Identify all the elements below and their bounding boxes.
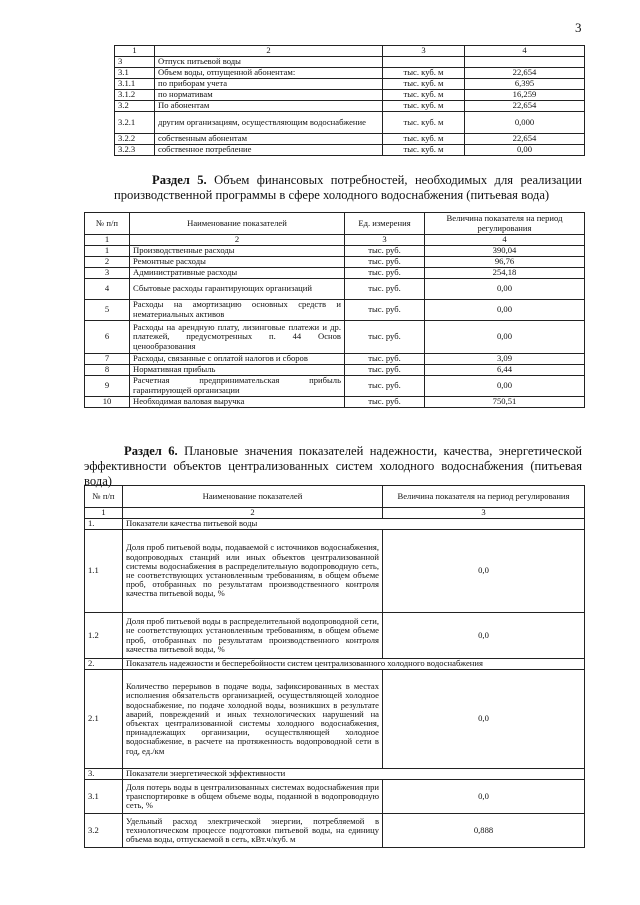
- row-number: 3.2.3: [115, 145, 155, 156]
- row-name: Доля проб питьевой воды, подаваемой с источников водоснабжения, водопроводных станций или иных объектов централизованной системы водоснабжения в распределительную водопроводную сеть, не соответствующих установленным требованиям, в общем объеме проб, отобранных по результатам производственного контроля качества питьевой воды, %: [123, 530, 383, 613]
- row-number: 3.2.1: [115, 112, 155, 134]
- header-unit: Ед. измерения: [345, 213, 425, 235]
- row-value: 22,654: [465, 68, 585, 79]
- index-cell: 1: [85, 235, 130, 246]
- row-name: Расчетная предпринимательская прибыль гарантирующей организации: [130, 376, 345, 397]
- row-unit: тыс. руб.: [345, 354, 425, 365]
- index-row: [85, 235, 585, 246]
- row-unit: тыс. куб. м: [383, 145, 465, 156]
- row-number: 3.1: [115, 68, 155, 79]
- row-value: 0,0: [383, 613, 585, 659]
- row-number: 2: [85, 257, 130, 268]
- row-unit: тыс. руб.: [345, 257, 425, 268]
- row-value: 16,259: [465, 90, 585, 101]
- table-header-row: [115, 46, 585, 57]
- row-unit: тыс. куб. м: [383, 68, 465, 79]
- row-number: 9: [85, 376, 130, 397]
- header-num: № п/п: [85, 486, 123, 508]
- table-row: [85, 780, 585, 814]
- row-value: [465, 57, 585, 68]
- header-name: Наименование показателей: [123, 486, 383, 508]
- table-row: [85, 376, 585, 397]
- row-unit: тыс. руб.: [345, 376, 425, 397]
- row-unit: тыс. руб.: [345, 300, 425, 321]
- table-row: [85, 246, 585, 257]
- row-value: 254,18: [425, 268, 585, 279]
- index-cell: 3: [383, 508, 585, 519]
- row-unit: тыс. руб.: [345, 246, 425, 257]
- row-value: 0,00: [425, 376, 585, 397]
- section5-heading: [114, 173, 582, 203]
- row-name: Нормативная прибыль: [130, 365, 345, 376]
- header-cell: 2: [155, 46, 383, 57]
- row-value: 0,0: [383, 670, 585, 769]
- row-number: 3: [85, 268, 130, 279]
- table-row: [115, 79, 585, 90]
- table-header-row: [85, 213, 585, 235]
- row-value: 6,395: [465, 79, 585, 90]
- row-number: 3.1.1: [115, 79, 155, 90]
- row-number: 2.1: [85, 670, 123, 769]
- row-number: 7: [85, 354, 130, 365]
- table-header-row: [85, 486, 585, 508]
- group-row: [85, 519, 585, 530]
- section6-title: Плановые значения показателей надежности, качества, энергетической эффективности объектов централизованных систем холодного водоснабжения (питьевая вода): [84, 444, 582, 488]
- row-number: 1.2: [85, 613, 123, 659]
- table-row: [115, 68, 585, 79]
- row-name: собственное потребление: [155, 145, 383, 156]
- row-number: 4: [85, 279, 130, 300]
- row-value: 0,000: [465, 112, 585, 134]
- row-unit: тыс. куб. м: [383, 90, 465, 101]
- table-row: [85, 300, 585, 321]
- table-row: [85, 613, 585, 659]
- row-unit: [383, 57, 465, 68]
- row-name: Ремонтные расходы: [130, 257, 345, 268]
- row-number: 2.: [85, 659, 123, 670]
- index-row: [85, 508, 585, 519]
- row-name: другим организациям, осуществляющим водоснабжение: [155, 112, 383, 134]
- group-row: [85, 659, 585, 670]
- row-number: 3.1: [85, 780, 123, 814]
- index-cell: 1: [85, 508, 123, 519]
- row-number: 10: [85, 397, 130, 408]
- index-cell: 4: [425, 235, 585, 246]
- row-number: 1: [85, 246, 130, 257]
- header-value: Величина показателя на период регулирования: [383, 486, 585, 508]
- row-value: 3,09: [425, 354, 585, 365]
- row-name: Доля проб питьевой воды в распределительной водопроводной сети, не соответствующих установленным требованиям, в общем объеме проб, отобранных по результатам производственного контроля качества питьевой воды, %: [123, 613, 383, 659]
- header-name: Наименование показателей: [130, 213, 345, 235]
- row-name: По абонентам: [155, 101, 383, 112]
- row-value: 0,00: [425, 321, 585, 354]
- row-unit: тыс. куб. м: [383, 101, 465, 112]
- section5-label: Раздел 5.: [152, 173, 207, 187]
- section6-heading: [84, 444, 582, 489]
- group-title: Показатель надежности и бесперебойности систем централизованного холодного водоснабжения: [123, 659, 585, 670]
- index-cell: 2: [130, 235, 345, 246]
- table-row: [85, 321, 585, 354]
- row-name: собственным абонентам: [155, 134, 383, 145]
- row-value: 0,0: [383, 780, 585, 814]
- row-number: 1.: [85, 519, 123, 530]
- section6-label: Раздел 6.: [124, 444, 178, 458]
- row-number: 3.1.2: [115, 90, 155, 101]
- row-value: 0,888: [383, 814, 585, 848]
- group-title: Показатели качества питьевой воды: [123, 519, 585, 530]
- table-row: [85, 397, 585, 408]
- row-name: Необходимая валовая выручка: [130, 397, 345, 408]
- row-name: Объем воды, отпущенной абонентам:: [155, 68, 383, 79]
- table-row: [115, 112, 585, 134]
- row-value: 750,51: [425, 397, 585, 408]
- header-cell: 4: [465, 46, 585, 57]
- table-row: [115, 57, 585, 68]
- row-name: Отпуск питьевой воды: [155, 57, 383, 68]
- table-row: [115, 145, 585, 156]
- row-number: 3.2: [115, 101, 155, 112]
- row-name: Расходы, связанные с оплатой налогов и сборов: [130, 354, 345, 365]
- group-title: Показатели энергетической эффективности: [123, 769, 585, 780]
- row-value: 96,76: [425, 257, 585, 268]
- row-name: Количество перерывов в подаче воды, зафиксированных в местах исполнения обязательств организацией, осуществляющей холодное водоснабжение, по подаче холодной воды, возникших в результате аварий, повреждений и иных технологических нарушений на объектах централизованной системы холодного водоснабжения, принадлежащих организации, осуществляющей холодное водоснабжение, в расчете на протяженность водопроводной сети в год, ед./км: [123, 670, 383, 769]
- row-unit: тыс. руб.: [345, 268, 425, 279]
- row-unit: тыс. куб. м: [383, 79, 465, 90]
- section5-title: Объем финансовых потребностей, необходимых для реализации производственной программы в сфере холодного водоснабжения (питьевая вода): [114, 173, 582, 202]
- row-name: по нормативам: [155, 90, 383, 101]
- row-value: 22,654: [465, 101, 585, 112]
- row-unit: тыс. руб.: [345, 321, 425, 354]
- header-cell: 1: [115, 46, 155, 57]
- row-name: Расходы на арендную плату, лизинговые платежи и др. платежей, предусмотренных п. 44 Основ ценообразования: [130, 321, 345, 354]
- row-value: 0,0: [383, 530, 585, 613]
- row-number: 1.1: [85, 530, 123, 613]
- row-number: 3.2: [85, 814, 123, 848]
- row-name: Доля потерь воды в централизованных системах водоснабжения при транспортировке в общем объеме воды, поданной в водопроводную сеть, %: [123, 780, 383, 814]
- table-row: [115, 134, 585, 145]
- table-row: [85, 279, 585, 300]
- table-row: [85, 365, 585, 376]
- row-unit: тыс. руб.: [345, 397, 425, 408]
- header-num: № п/п: [85, 213, 130, 235]
- row-name: Административные расходы: [130, 268, 345, 279]
- row-value: 0,00: [425, 300, 585, 321]
- row-unit: тыс. куб. м: [383, 134, 465, 145]
- row-number: 5: [85, 300, 130, 321]
- row-name: Расходы на амортизацию основных средств и нематериальных активов: [130, 300, 345, 321]
- row-number: 3.: [85, 769, 123, 780]
- row-name: Производственные расходы: [130, 246, 345, 257]
- row-value: 22,654: [465, 134, 585, 145]
- row-unit: тыс. куб. м: [383, 112, 465, 134]
- group-row: [85, 769, 585, 780]
- index-cell: 2: [123, 508, 383, 519]
- table-row: [85, 257, 585, 268]
- row-value: 390,04: [425, 246, 585, 257]
- index-cell: 3: [345, 235, 425, 246]
- row-value: 0,00: [465, 145, 585, 156]
- row-value: 0,00: [425, 279, 585, 300]
- row-unit: тыс. руб.: [345, 365, 425, 376]
- table-row: [85, 354, 585, 365]
- reliability-indicators-table: [84, 485, 585, 848]
- header-value: Величина показателя на период регулирования: [425, 213, 585, 235]
- table-row: [115, 101, 585, 112]
- row-name: по приборам учета: [155, 79, 383, 90]
- table-row: [85, 670, 585, 769]
- row-number: 6: [85, 321, 130, 354]
- header-cell: 3: [383, 46, 465, 57]
- row-name: Удельный расход электрической энергии, потребляемой в технологическом процессе подготовки питьевой воды, на единицу объема воды, отпускаемой в сеть, кВт.ч/куб. м: [123, 814, 383, 848]
- water-supply-table: [114, 45, 585, 156]
- row-name: Сбытовые расходы гарантирующих организаций: [130, 279, 345, 300]
- row-number: 3.2.2: [115, 134, 155, 145]
- row-number: 8: [85, 365, 130, 376]
- row-number: 3: [115, 57, 155, 68]
- financial-needs-table: [84, 212, 585, 408]
- table-row: [115, 90, 585, 101]
- page-number: 3: [575, 20, 582, 35]
- table-row: [85, 268, 585, 279]
- table-row: [85, 814, 585, 848]
- row-value: 6,44: [425, 365, 585, 376]
- table-row: [85, 530, 585, 613]
- row-unit: тыс. руб.: [345, 279, 425, 300]
